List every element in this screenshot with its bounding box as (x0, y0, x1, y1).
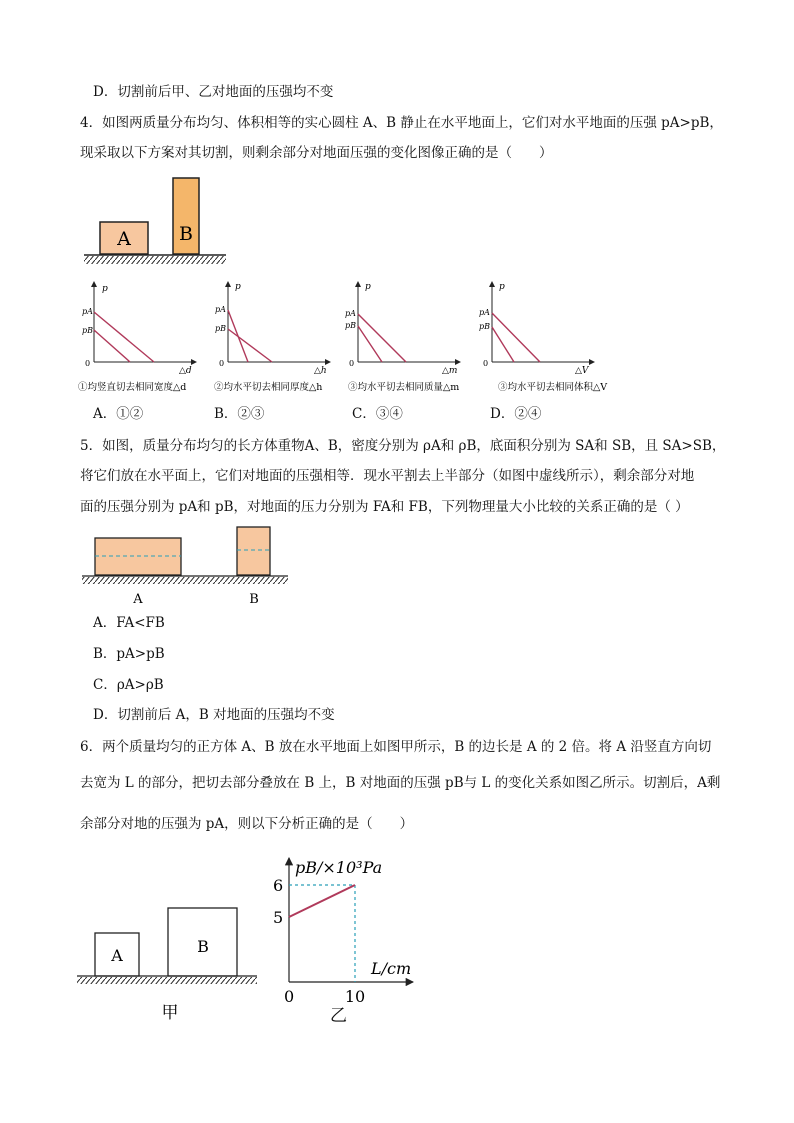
q6-stem-line2: 去宽为 L 的部分，把切去部分叠放在 B 上，B 对地面的压强 pB与 L 的变化关系如图乙所示。切割后，A剩 (80, 775, 721, 791)
svg-text:△h: △h (314, 366, 327, 376)
q6-caption-yi: 乙 (330, 1006, 347, 1026)
q5-option-d: D．切割前后 A，B 对地面的压强均不变 (93, 707, 335, 723)
q4-stem-line2: 现采取以下方案对其切割，则剩余部分对地面压强的变化图像正确的是（ ） (80, 145, 553, 161)
q6-figure-jia (75, 895, 265, 1025)
q4-option-c: C．③④ (352, 406, 403, 422)
q4-graph-2 (214, 282, 330, 393)
q4-graph-2-line-b (228, 329, 272, 362)
svg-text:p: p (499, 282, 505, 292)
q6-chart-ytick-6: 6 (273, 876, 284, 895)
svg-text:0: 0 (219, 359, 225, 368)
q4-graph-4 (479, 282, 607, 393)
svg-text:pA: pA (345, 309, 356, 318)
q6-stem-line3: 余部分对地的压强为 pA，则以下分析正确的是（ ） (80, 816, 414, 832)
q3-option-d: D．切割前后甲、乙对地面的压强均不变 (93, 84, 334, 100)
q4-graph-4-caption: ③均水平切去相同体积△V (498, 382, 608, 393)
q4-block-a-label: A (117, 228, 131, 250)
q5-ground-hatch (82, 577, 288, 584)
q5-option-a: A．FA<FB (93, 615, 165, 631)
q5-stem-line2: 将它们放在水平面上，它们对地面的压强相等．现水平割去上半部分（如图中虚线所示），剩余部分对地 (80, 468, 695, 484)
q5-figure (80, 522, 295, 608)
q6-ground-hatch (77, 977, 257, 984)
q6-chart-xtick-10: 10 (344, 987, 366, 1006)
q5-stem-line3: 面的压强分别为 pA和 pB，对地面的压力分别为 FA和 FB，下列物理量大小比较的关系正确的是（ ） (80, 499, 689, 515)
q4-graph-3 (345, 282, 460, 393)
q6-block-a-label: A (111, 946, 123, 965)
svg-text:0: 0 (85, 359, 91, 368)
q4-stem-line1: 4．如图两质量分布均匀、体积相等的实心圆柱 A、B 静止在水平地面上，它们对水平地面的压强 pA>pB， (80, 115, 723, 131)
q5-stem-line1: 5．如图，质量分布均匀的长方体重物A、B，密度分别为 ρA和 ρB，底面积分别为 SA和 SB，且 SA>SB， (80, 438, 726, 454)
q6-chart-series-pb-line (289, 885, 355, 917)
svg-text:p: p (365, 282, 371, 292)
q4-graph-1-line-a (94, 312, 154, 362)
q6-caption-jia: 甲 (161, 1003, 179, 1023)
q5-label-b: B (249, 592, 259, 607)
svg-text:pB: pB (345, 321, 356, 330)
svg-text:pA: pA (82, 307, 93, 316)
svg-text:pA: pA (215, 305, 226, 314)
q4-graph-3-caption: ③均水平切去相同质量△m (348, 382, 460, 393)
svg-text:△d: △d (179, 366, 192, 376)
svg-text:△V: △V (575, 366, 589, 376)
q6-block-b-label: B (197, 937, 209, 956)
q6-chart-xlabel: L/cm (371, 959, 412, 978)
svg-text:△m: △m (442, 366, 458, 376)
q4-option-d: D．②④ (490, 406, 542, 422)
svg-text:pB: pB (215, 324, 226, 333)
q4-graph-1-caption: ①均竖直切去相同宽度△d (78, 382, 187, 393)
q4-graph-2-caption: ②均水平切去相同厚度△h (214, 382, 323, 393)
svg-text:pA: pA (479, 308, 490, 317)
q6-chart-ytick-5: 5 (273, 908, 284, 927)
q4-option-a: A．①② (93, 406, 144, 422)
q6-chart-xtick-0: 0 (284, 987, 295, 1006)
q4-graph-1-line-b (94, 330, 130, 362)
q4-cylinders-figure (80, 170, 230, 270)
q4-graphs-row (78, 272, 638, 402)
svg-text:pB: pB (479, 322, 490, 331)
q5-block-b (237, 527, 270, 575)
q4-ground-hatch (84, 256, 226, 264)
svg-text:0: 0 (349, 359, 355, 368)
q5-label-a: A (133, 592, 143, 607)
q4-graph-1 (78, 282, 196, 393)
svg-text:p: p (102, 284, 108, 294)
svg-text:pB: pB (82, 326, 93, 335)
q5-option-c: C．ρA>ρB (93, 677, 164, 693)
q5-option-b: B．pA>pB (93, 646, 165, 662)
q6-stem-line1: 6．两个质量均匀的正方体 A、B 放在水平地面上如图甲所示，B 的边长是 A 的 2 倍。将 A 沿竖直方向切 (80, 739, 712, 755)
q6-chart-ylabel: pB/×10³Pa (295, 858, 383, 877)
q4-block-b-label: B (179, 223, 193, 245)
svg-text:0: 0 (483, 359, 489, 368)
svg-text:p: p (235, 282, 241, 292)
q6-chart-yi (265, 850, 430, 1025)
q4-option-b: B．②③ (214, 406, 265, 422)
q4-graph-3-line-b (358, 326, 382, 362)
